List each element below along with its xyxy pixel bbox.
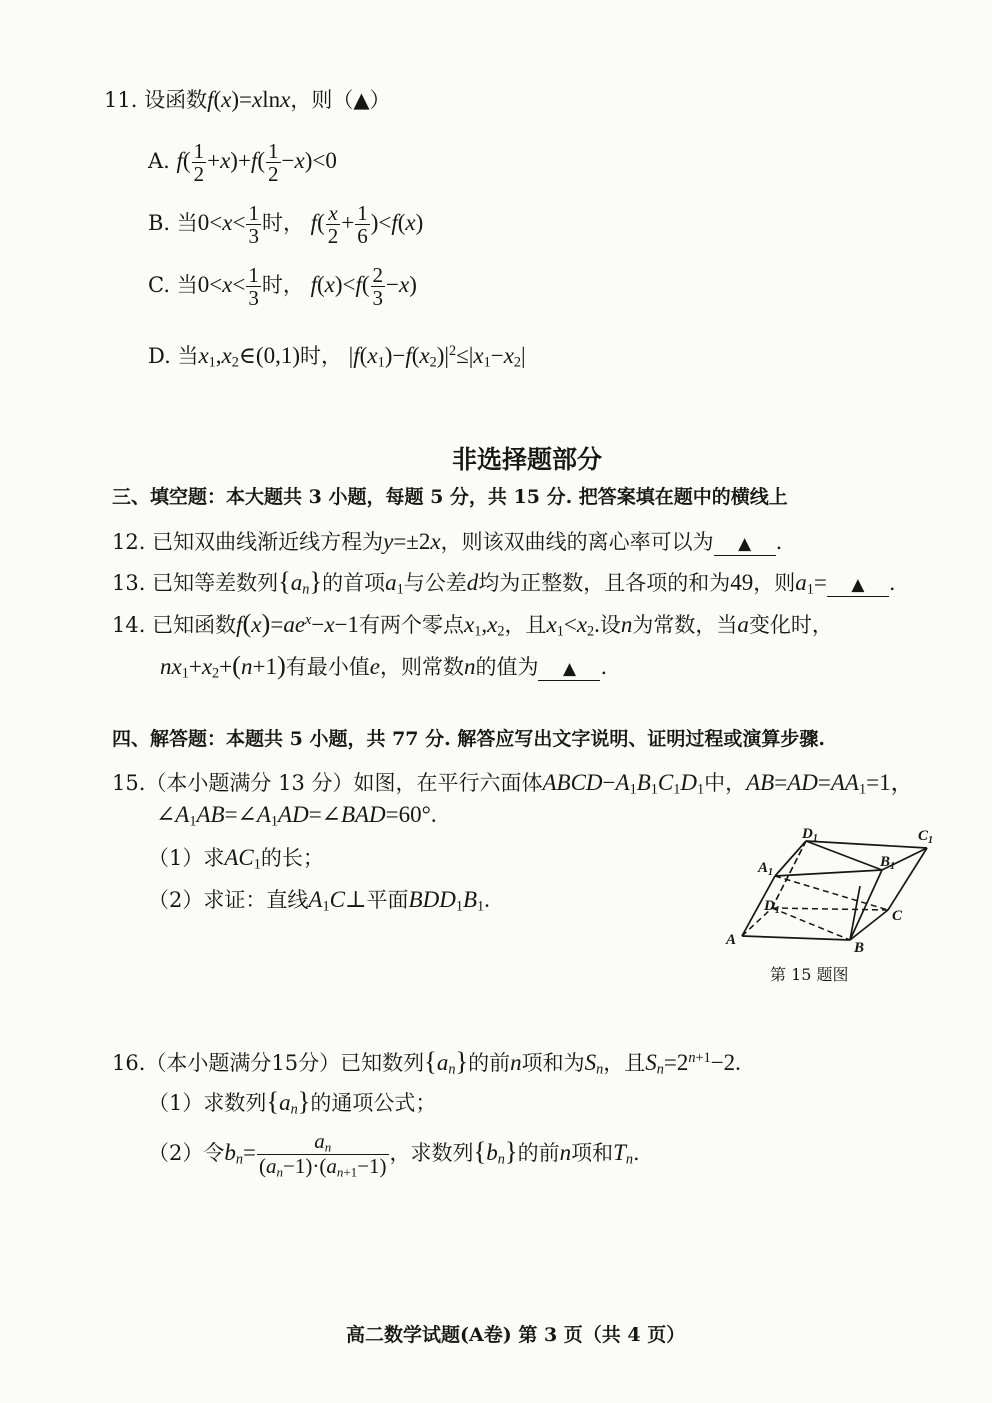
q12: 12. 已知双曲线渐近线方程为y=±2x，则该双曲线的离心率可以为 ▲ . [112,529,783,554]
label-b: B [854,940,865,956]
q13: 13. 已知等差数列$\{a_n\}$的首项$a_1$与公差d均为正整数，且各项的和为49，则$a_1=$ ▲ . [112,566,896,598]
label-c: C [892,908,903,924]
answer-blank[interactable]: ▲ [538,658,600,681]
section-title: 非选择题部分 [452,445,603,474]
q14-line1: 14. 已知函数$f(x)=ae^x-x-1$有两个零点$x_1,x_2$，且$x_1<x_2$.设n为常数，当a变化时， [112,608,833,640]
label-b1: $B_1$ [880,854,896,872]
q15-part1: （1）求$AC_1$的长； [148,845,324,873]
q11-option-b: B. 当0<x< $\frac{1}{3}$ 时， f( $\frac{x}{2}$ + $\frac{1}{6}$ )<f(x) [148,201,424,249]
label-a: A [726,932,737,948]
q15-line1: 15.（本小题满分 13 分）如图，在平行六面体$ABCD-A_1B_1C_1D_1$中，$AB=AD=AA_1=1$， [112,770,914,798]
section-4-heading: 四、解答题：本题共 5 小题，共 77 分. 解答应写出文字说明、证明过程或演算步骤. [112,728,825,750]
answer-blank[interactable]: ▲ [827,574,889,597]
q11-option-d: D. 当$x_1,x_2\in(0,1)$时， $|f(x_1)-f(x_2)|^2\le|x_1-x_2|$ [148,343,526,371]
q14-line2: $nx_1+x_2+(n+1)$有最小值e，则常数n的值为 ▲ . [160,650,608,682]
q11-stem: 11. 设函数f(x)=xlnx，则（▲） [104,87,391,112]
section-3-heading: 三、填空题：本大题共 3 小题，每题 5 分，共 15 分. 把答案填在题中的横线上 [112,486,788,508]
q11-option-a: A. f( $\frac{1}{2}$ +x)+f( $\frac{1}{2}$ −x)<0 [148,139,337,187]
label-d1: $D_1$ [802,826,818,844]
question-number: 11. [104,88,138,112]
figure-caption: 第 15 题图 [770,965,849,984]
label-d: $D_1$ [764,898,780,916]
q16-part1: （1）求数列$\{a_n\}$的通项公式； [148,1086,437,1118]
q15-line2: $\angle A_1AB=\angle A_1AD=\angle BAD=60^\circ$. [156,802,437,830]
q16-part2: （2）令$b_n=$ $\frac{a_n}{(a_n-1)\cdot(a_{n+1}-1)}$ ，求数列$\{b_n\}$的前n项和$T_n$. [148,1129,640,1180]
q11-option-c: C. 当0<x< $\frac{1}{3}$ 时， f(x)<f( $\frac{2}{3}$ −x) [148,263,417,311]
q16-line1: 16.（本小题满分15分）已知数列$\{a_n\}$的前n项和为$S_n$，且$S_n=2^{n+1}-2$. [112,1046,741,1078]
label-a1: $A_1$ [758,860,774,878]
answer-blank[interactable]: ▲ [714,533,776,556]
q15-part2: （2）求证：直线$A_1C\perp$平面$BDD_1B_1$. [148,887,490,915]
label-c1: $C_1$ [918,828,934,846]
parallelepiped-figure [720,826,950,960]
page-footer: 高二数学试题(A卷) 第 3 页（共 4 页） [346,1324,686,1346]
